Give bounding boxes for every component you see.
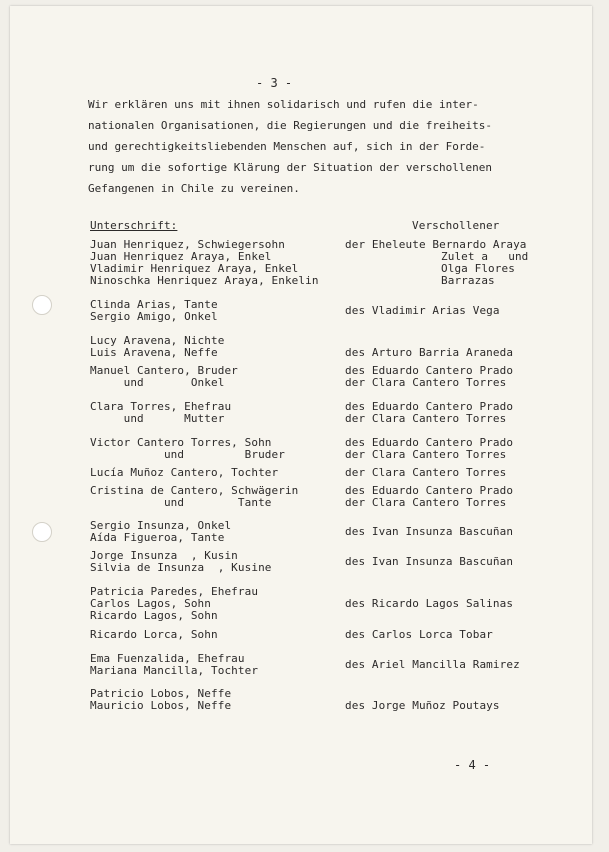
missing-header: Verschollener	[412, 219, 500, 232]
signatory-line: Carlos Lagos, Sohn	[90, 597, 212, 610]
signatory-line: Mauricio Lobos, Neffe	[90, 699, 232, 712]
signatory-line: Silvia de Insunza , Kusine	[90, 561, 272, 574]
missing-person-line: der Eheleute Bernardo Araya	[345, 238, 527, 251]
signatory-line: Aída Figueroa, Tante	[90, 531, 225, 544]
missing-person-line: des Eduardo Cantero Prado	[345, 400, 514, 413]
missing-person-line: des Ivan Insunza Bascuñan	[345, 555, 514, 568]
missing-person-line: des Ivan Insunza Bascuñan	[345, 525, 514, 538]
intro-line: nationalen Organisationen, die Regierungen und die freiheits-	[88, 119, 492, 132]
intro-line: Gefangenen in Chile zu vereinen.	[88, 182, 300, 195]
missing-person-line: Barrazas	[441, 274, 495, 287]
punch-hole	[32, 295, 52, 315]
missing-person-line: Zulet a und	[441, 250, 529, 263]
signatory-line: Mariana Mancilla, Tochter	[90, 664, 259, 677]
signatory-line: Victor Cantero Torres, Sohn	[90, 436, 272, 449]
signatory-line: Juan Henriquez, Schwiegersohn	[90, 238, 285, 251]
signatory-line: und Onkel	[90, 376, 225, 389]
signatory-line: Ricardo Lagos, Sohn	[90, 609, 218, 622]
signatory-line: Lucy Aravena, Nichte	[90, 334, 225, 347]
missing-person-line: der Clara Cantero Torres	[345, 496, 507, 509]
missing-person-line: des Carlos Lorca Tobar	[345, 628, 493, 641]
page-number-top: - 3 -	[256, 76, 293, 90]
signatory-line: Juan Henriquez Araya, Enkel	[90, 250, 272, 263]
missing-person-line: des Eduardo Cantero Prado	[345, 436, 514, 449]
missing-person-line: der Clara Cantero Torres	[345, 412, 507, 425]
signatory-line: Lucía Muñoz Cantero, Tochter	[90, 466, 279, 479]
missing-person-line: der Clara Cantero Torres	[345, 376, 507, 389]
missing-person-line: des Eduardo Cantero Prado	[345, 364, 514, 377]
signature-header: Unterschrift:	[90, 219, 178, 232]
missing-person-line: des Arturo Barria Araneda	[345, 346, 514, 359]
signatory-line: und Tante	[90, 496, 272, 509]
signatory-line: Jorge Insunza , Kusin	[90, 549, 238, 562]
punch-hole	[32, 522, 52, 542]
missing-person-line: des Jorge Muñoz Poutays	[345, 699, 500, 712]
signatory-line: Patricia Paredes, Ehefrau	[90, 585, 259, 598]
page-number-bottom: - 4 -	[454, 758, 491, 772]
missing-person-line: des Ariel Mancilla Ramirez	[345, 658, 520, 671]
intro-line: und gerechtigkeitsliebenden Menschen auf, sich in der Forde-	[88, 140, 486, 153]
intro-line: rung um die sofortige Klärung der Situation der verschollenen	[88, 161, 492, 174]
missing-person-line: des Ricardo Lagos Salinas	[345, 597, 514, 610]
missing-person-line: der Clara Cantero Torres	[345, 466, 507, 479]
missing-person-line: Olga Flores	[441, 262, 515, 275]
signatory-line: Patricio Lobos, Neffe	[90, 687, 232, 700]
signatory-line: Luis Aravena, Neffe	[90, 346, 218, 359]
intro-line: Wir erklären uns mit ihnen solidarisch und rufen die inter-	[88, 98, 479, 111]
signatory-line: und Bruder	[90, 448, 285, 461]
signatory-line: Clinda Arias, Tante	[90, 298, 218, 311]
signatory-line: Clara Torres, Ehefrau	[90, 400, 232, 413]
missing-person-line: der Clara Cantero Torres	[345, 448, 507, 461]
signatory-line: Sergio Insunza, Onkel	[90, 519, 232, 532]
signatory-line: Cristina de Cantero, Schwägerin	[90, 484, 299, 497]
signatory-line: Sergio Amigo, Onkel	[90, 310, 218, 323]
signatory-line: Ema Fuenzalida, Ehefrau	[90, 652, 245, 665]
signatory-line: Ricardo Lorca, Sohn	[90, 628, 218, 641]
signatory-line: Vladimir Henriquez Araya, Enkel	[90, 262, 299, 275]
signatory-line: und Mutter	[90, 412, 225, 425]
signatory-line: Manuel Cantero, Bruder	[90, 364, 238, 377]
missing-person-line: des Vladimir Arias Vega	[345, 304, 500, 317]
signatory-line: Ninoschka Henriquez Araya, Enkelin	[90, 274, 319, 287]
missing-person-line: des Eduardo Cantero Prado	[345, 484, 514, 497]
